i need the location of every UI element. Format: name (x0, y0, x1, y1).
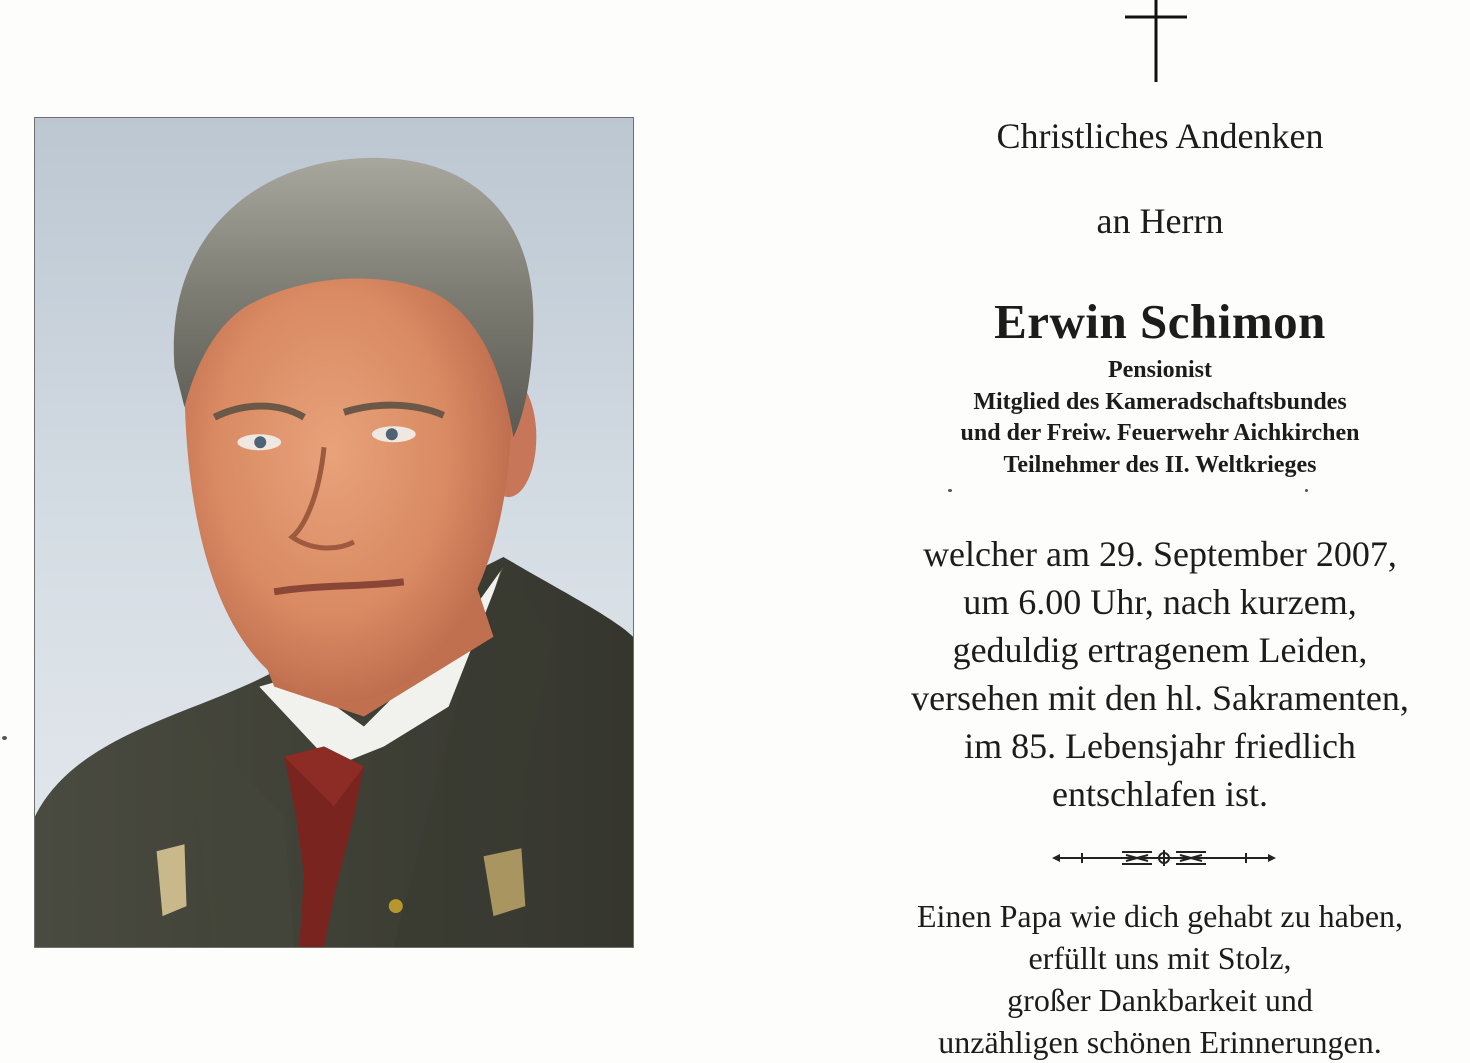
scan-speck (1305, 489, 1308, 492)
portrait-image (35, 118, 633, 947)
ornament-divider-icon (1052, 848, 1276, 868)
notice-line: im 85. Lebensjahr friedlich (964, 726, 1356, 766)
notice-line: welcher am 29. September 2007, (923, 534, 1397, 574)
death-notice (860, 530, 1460, 818)
title-line: und der Freiw. Feuerwehr Aichkirchen (960, 420, 1360, 446)
notice-line: geduldig ertragenem Leiden, (952, 630, 1368, 670)
title-line: Mitglied des Kameradschaftsbundes (973, 388, 1347, 415)
closing-line: unzähligen schönen Erinnerungen. (938, 1024, 1382, 1060)
cross-icon (1125, 0, 1187, 82)
closing-verse (860, 895, 1460, 1063)
titles-block (860, 355, 1460, 481)
notice-line: entschlafen ist. (1052, 774, 1268, 814)
closing-line: Einen Papa wie dich gehabt zu haben, (916, 898, 1404, 934)
scan-speck (948, 489, 952, 492)
closing-line: großer Dankbarkeit und (1007, 982, 1313, 1018)
title-line: Pensionist (1107, 357, 1212, 383)
notice-line: versehen mit den hl. Sakramenten, (911, 678, 1409, 718)
deceased-name: Erwin Schimon (994, 294, 1326, 349)
scan-speck (2, 736, 7, 740)
closing-line: erfüllt uns mit Stolz, (1028, 940, 1292, 976)
notice-line: um 6.00 Uhr, nach kurzem, (963, 582, 1357, 622)
salutation: an Herrn (1096, 201, 1224, 241)
memorial-heading: Christliches Andenken (996, 116, 1324, 156)
portrait-photo (34, 117, 634, 948)
title-line: Teilnehmer des II. Weltkrieges (1003, 451, 1317, 478)
